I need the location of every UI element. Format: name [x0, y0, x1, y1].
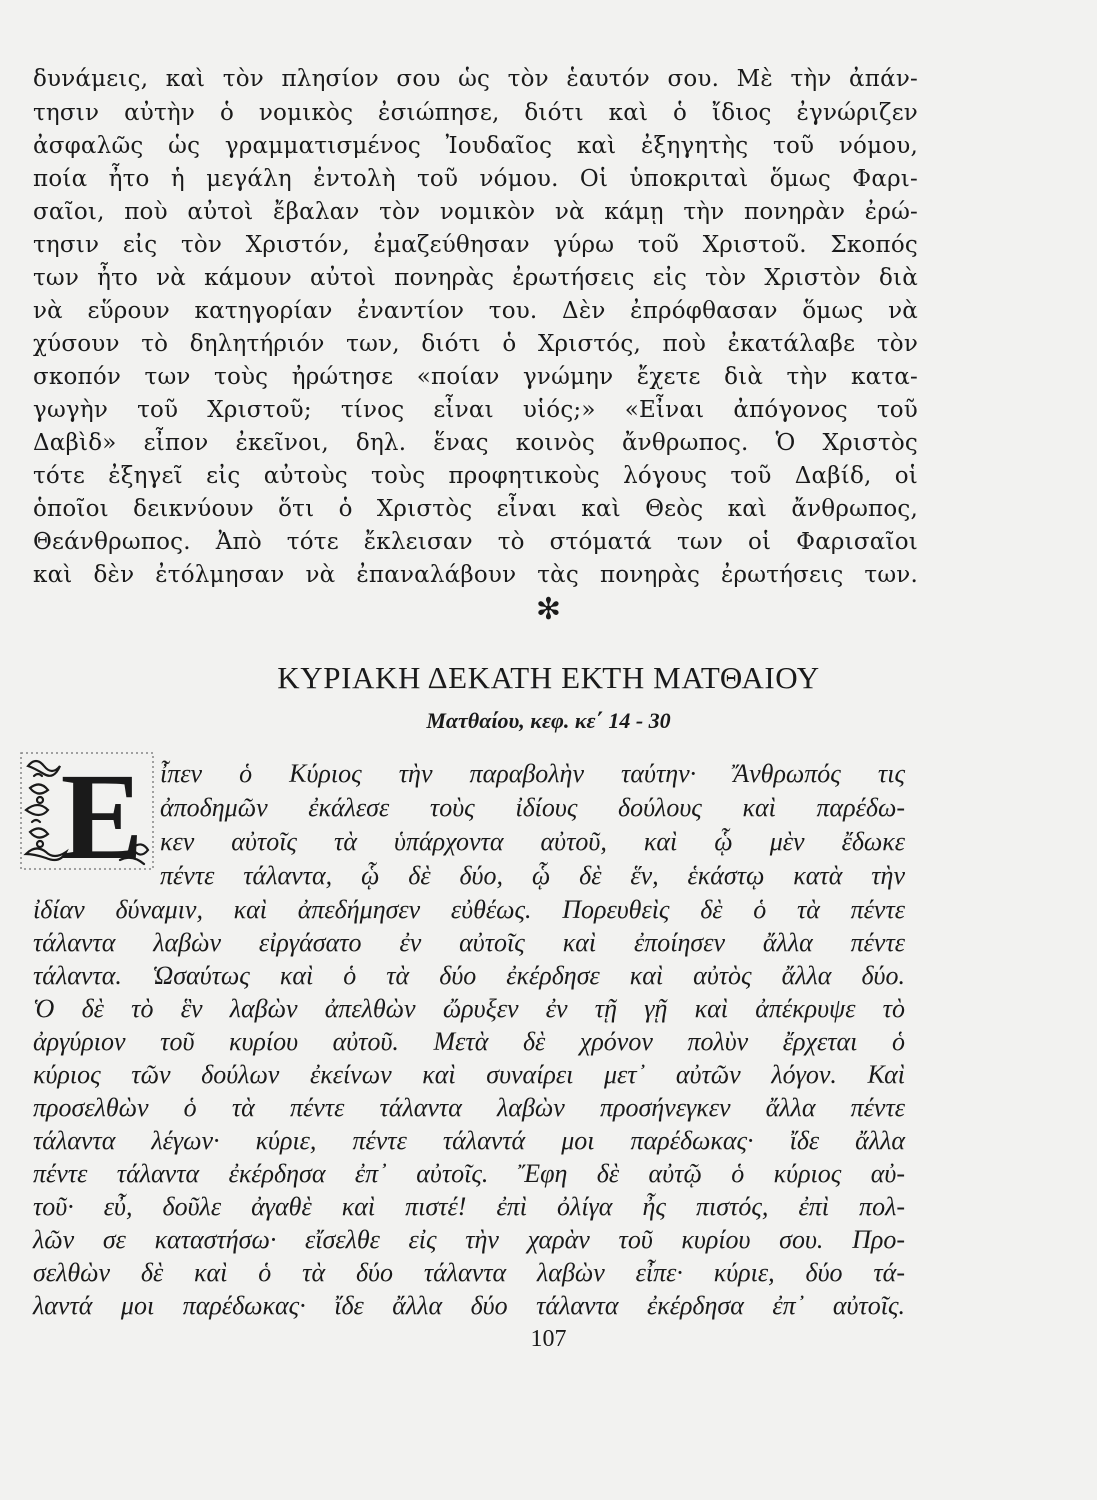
text-line: ἀργύριον τοῦ κυρίου αὐτοῦ. Μετὰ δὲ χρόνον πολὺν ἔρχεται ὁ: [33, 1027, 905, 1056]
text-line: τάλαντα λαβὼν εἰργάσατο ἐν αὐτοῖς καὶ ἐποίησεν ἄλλα πέντε: [33, 928, 905, 957]
section-heading: ΚΥΡΙΑΚΗ ΔΕΚΑΤΗ ΕΚΤΗ ΜΑΤΘΑΙΟΥ: [277, 660, 820, 695]
text-line: τάλαντα. Ὡσαύτως καὶ ὁ τὰ δύο ἐκέρδησε καὶ αὐτὸς ἄλλα δύο.: [33, 961, 905, 990]
drop-cap-letter: Ε: [60, 752, 144, 870]
ornamental-drop-cap-icon: [20, 752, 154, 870]
text-line: κύριος τῶν δούλων ἐκείνων καὶ συναίρει μετ᾽ αὐτῶν λόγον. Καὶ: [33, 1060, 905, 1089]
text-line: πέντε τάλαντα ἐκέρδησα ἐπ᾽ αὐτοῖς. Ἔφη δὲ αὐτῷ ὁ κύριος αὐ-: [33, 1159, 905, 1188]
text-line: σαῖοι, ποὺ αὐτοὶ ἔβαλαν τὸν νομικὸν νὰ κάμῃ τὴν πονηρὰν ἐρώ-: [33, 199, 918, 225]
text-line: ἶπεν ὁ Κύριος τὴν παραβολὴν ταύτην· Ἄνθρωπός τις: [160, 759, 905, 788]
text-line: ἰδίαν δύναμιν, καὶ ἀπεδήμησεν εὐθέως. Πορευθεὶς δὲ ὁ τὰ πέντε: [33, 895, 905, 924]
text-line: προσελθὼν ὁ τὰ πέντε τάλαντα λαβὼν προσήνεγκεν ἄλλα πέντε: [33, 1093, 905, 1122]
page-number: 107: [530, 1326, 567, 1352]
text-line: λῶν σε καταστήσω· εἴσελθε εἰς τὴν χαρὰν τοῦ κυρίου σου. Προ-: [33, 1225, 905, 1254]
text-line: των ἦτο νὰ κάμουν αὐτοὶ πονηρὰς ἐρωτήσεις εἰς τὸν Χριστὸν διὰ: [33, 265, 918, 291]
text-line: καὶ δὲν ἐτόλμησαν νὰ ἐπαναλάβουν τὰς πονηρὰς ἐρωτήσεις των.: [33, 562, 918, 588]
text-line: Ὁ δὲ τὸ ἓν λαβὼν ἀπελθὼν ὤρυξεν ἐν τῇ γῇ καὶ ἀπέκρυψε τὸ: [33, 994, 905, 1023]
text-line: σελθὼν δὲ καὶ ὁ τὰ δύο τάλαντα λαβὼν εἶπε· κύριε, δύο τά-: [33, 1258, 905, 1287]
text-line: δυνάμεις, καὶ τὸν πλησίον σου ὡς τὸν ἑαυτόν σου. Μὲ τὴν ἀπάν-: [33, 66, 918, 92]
text-line: τησιν αὐτὴν ὁ νομικὸς ἐσιώπησε, διότι καὶ ὁ ἴδιος ἐγνώριζεν: [33, 100, 918, 126]
scripture-reference: Ματθαίου, κεφ. κε΄ 14 - 30: [426, 708, 671, 733]
text-line: Θεάνθρωπος. Ἀπὸ τότε ἔκλεισαν τὸ στόματά των οἱ Φαρισαῖοι: [33, 529, 918, 555]
text-line: γωγὴν τοῦ Χριστοῦ; τίνος εἶναι υἱός;» «Εἶναι ἀπόγονος τοῦ: [33, 397, 918, 423]
text-line: ὁποῖοι δεικνύουν ὅτι ὁ Χριστὸς εἶναι καὶ Θεὸς καὶ ἄνθρωπος,: [33, 496, 918, 522]
text-line: τάλαντα λέγων· κύριε, πέντε τάλαντά μοι παρέδωκας· ἴδε ἄλλα: [33, 1126, 905, 1155]
text-line: ἀποδημῶν ἐκάλεσε τοὺς ἰδίους δούλους καὶ παρέδω-: [160, 793, 905, 822]
text-line: πέντε τάλαντα, ᾧ δὲ δύο, ᾧ δὲ ἕν, ἑκάστῳ κατὰ τὴν: [160, 861, 905, 890]
text-line: κεν αὐτοῖς τὰ ὑπάρχοντα αὐτοῦ, καὶ ᾧ μὲν ἔδωκε: [160, 827, 905, 856]
text-line: τότε ἐξηγεῖ εἰς αὐτοὺς τοὺς προφητικοὺς λόγους τοῦ Δαβίδ, οἱ: [33, 463, 918, 489]
text-line: ἀσφαλῶς ὡς γραμματισμένος Ἰουδαῖος καὶ ἐξηγητὴς τοῦ νόμου,: [33, 133, 918, 159]
text-line: ποία ἦτο ἡ μεγάλη ἐντολὴ τοῦ νόμου. Οἱ ὑποκριταὶ ὅμως Φαρι-: [33, 166, 918, 192]
text-line: τοῦ· εὖ, δοῦλε ἀγαθὲ καὶ πιστέ! ἐπὶ ὀλίγα ἦς πιστός, ἐπὶ πολ-: [33, 1192, 905, 1221]
asterisk-divider-icon: ✻: [535, 592, 562, 627]
text-line: Δαβὶδ» εἶπον ἐκεῖνοι, δηλ. ἕνας κοινὸς ἄνθρωπος. Ὁ Χριστὸς: [33, 430, 918, 456]
text-line: νὰ εὕρουν κατηγορίαν ἐναντίον του. Δὲν ἐπρόφθασαν ὅμως νὰ: [33, 298, 918, 324]
text-line: λαντά μοι παρέδωκας· ἴδε ἄλλα δύο τάλαντα ἐκέρδησα ἐπ᾽ αὐτοῖς.: [33, 1291, 905, 1320]
text-line: τησιν εἰς τὸν Χριστόν, ἐμαζεύθησαν γύρω τοῦ Χριστοῦ. Σκοπός: [33, 232, 918, 258]
text-line: σκοπόν των τοὺς ἠρώτησε «ποίαν γνώμην ἔχετε διὰ τὴν κατα-: [33, 364, 918, 390]
text-line: χύσουν τὸ δηλητήριόν των, διότι ὁ Χριστός, ποὺ ἐκατάλαβε τὸν: [33, 331, 918, 357]
